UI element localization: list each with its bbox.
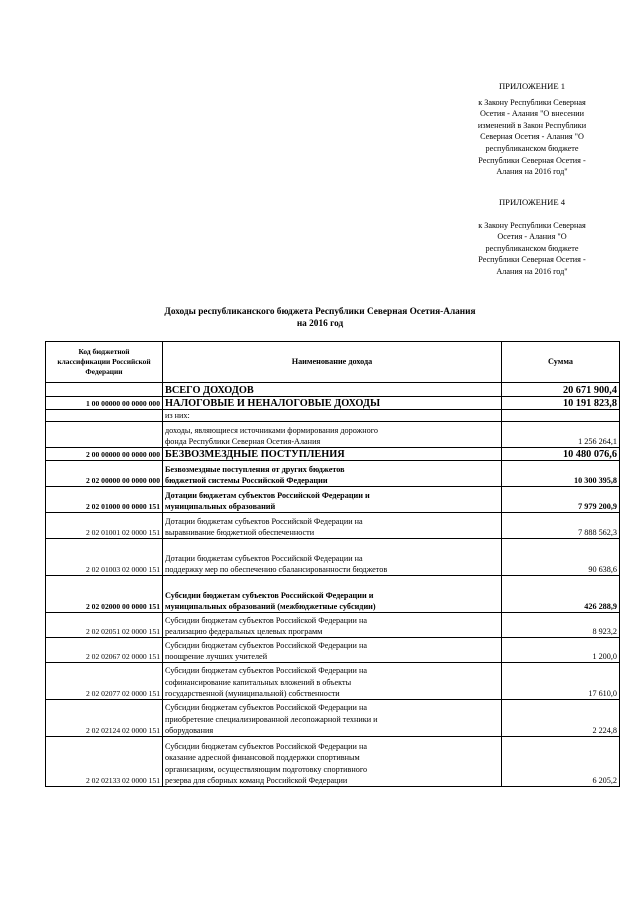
budget-code-cell: 2 02 01001 02 0000 151 — [46, 513, 163, 539]
appendix-1-line: Алания на 2016 год" — [496, 167, 568, 177]
amount-cell: 10 480 076,6 — [502, 448, 620, 461]
budget-code-cell: 2 02 02051 02 0000 151 — [46, 613, 163, 638]
income-name-line: доходы, являющиеся источниками формирования дорожного — [165, 425, 378, 435]
income-name-line: Безвозмездные поступления от других бюджетов — [165, 464, 345, 474]
table-row — [46, 383, 620, 397]
budget-code-cell: 2 02 02077 02 0000 151 — [46, 663, 163, 700]
income-name-line: поощрение лучших учителей — [165, 652, 268, 661]
income-name-cell — [163, 663, 502, 700]
income-name-line: Субсидии бюджетам субъектов Российской Федерации на — [165, 666, 367, 676]
appendix-1-heading: ПРИЛОЖЕНИЕ 1 — [498, 81, 566, 91]
income-name-cell — [163, 461, 502, 487]
income-name-cell — [163, 737, 502, 787]
table-row — [46, 487, 620, 513]
table-row — [46, 663, 620, 700]
budget-code-cell: 2 02 01000 00 0000 151 — [46, 487, 163, 513]
income-name-line: Дотации бюджетам субъектов Российской Федерации на — [165, 516, 363, 526]
income-name-line: выравнивание бюджетной обеспеченности — [165, 528, 315, 537]
income-name-cell — [163, 487, 502, 513]
amount-cell: 10 191 823,8 — [502, 397, 620, 410]
income-name-cell — [163, 513, 502, 539]
income-name-line: Дотации бюджетам субъектов Российской Федерации на — [165, 553, 363, 563]
budget-code-cell — [46, 422, 163, 448]
column-header-code-line: Код бюджетной — [78, 347, 130, 356]
amount-cell: 7 979 200,9 — [502, 487, 620, 513]
table-header-row — [46, 342, 620, 383]
table-row — [46, 513, 620, 539]
appendix-1-line: Северная Осетия - Алания "О — [480, 132, 584, 142]
income-name-cell — [163, 539, 502, 576]
income-name-line: БЕЗВОЗМЕЗДНЫЕ ПОСТУПЛЕНИЯ — [165, 449, 345, 460]
income-name-line: оборудования — [165, 726, 214, 735]
appendix-1-line: к Закону Республики Северная — [478, 97, 586, 107]
income-name-cell — [163, 613, 502, 638]
appendix-1-line: изменений в Закон Республики — [477, 120, 587, 130]
income-name-line: Субсидии бюджетам субъектов Российской Федерации и — [165, 590, 374, 600]
amount-cell: 1 256 264,1 — [502, 422, 620, 448]
budget-code-cell: 2 02 02133 02 0000 151 — [46, 737, 163, 787]
income-name-line: из них: — [165, 411, 190, 420]
appendix-4-line: Алания на 2016 год" — [496, 266, 568, 276]
table-row — [46, 448, 620, 461]
document-title — [0, 306, 640, 330]
income-name-line: бюджетной системы Российской Федерации — [165, 476, 328, 485]
column-header-code-line: классификации Российской — [57, 357, 151, 366]
amount-cell: 426 288,9 — [502, 576, 620, 613]
income-name-cell — [163, 422, 502, 448]
income-name-line: государственной (муниципальной) собственности — [165, 689, 340, 698]
amount-cell: 20 671 900,4 — [502, 383, 620, 397]
appendix-1-line: Осетия - Алания "О внесении — [480, 109, 584, 119]
income-name-line: приобретение специализированной лесопожарной техники и — [165, 714, 378, 724]
table-row — [46, 737, 620, 787]
budget-code-cell: 2 02 02067 02 0000 151 — [46, 638, 163, 663]
amount-cell: 8 923,2 — [502, 613, 620, 638]
budget-code-cell: 2 02 02124 02 0000 151 — [46, 700, 163, 737]
appendix-1-block — [448, 81, 616, 178]
appendix-1-line: Республики Северная Осетия - — [478, 155, 586, 165]
amount-cell: 7 888 562,3 — [502, 513, 620, 539]
amount-cell — [502, 410, 620, 422]
table-row — [46, 410, 620, 422]
budget-code-cell — [46, 383, 163, 397]
income-name-cell — [163, 448, 502, 461]
income-name-cell — [163, 576, 502, 613]
income-name-line: Субсидии бюджетам субъектов Российской Федерации на — [165, 703, 367, 713]
appendix-1-line: республиканском бюджете — [485, 143, 579, 153]
income-name-line: Субсидии бюджетам субъектов Российской Федерации на — [165, 615, 367, 625]
column-header-code — [46, 342, 163, 383]
table-row — [46, 638, 620, 663]
income-name-line: Субсидии бюджетам субъектов Российской Федерации на — [165, 741, 367, 751]
income-name-line: поддержку мер по обеспечению сбалансированности бюджетов — [165, 565, 388, 574]
income-name-line: Дотации бюджетам субъектов Российской Федерации и — [165, 490, 370, 500]
table-row — [46, 576, 620, 613]
income-name-line: муниципальных образований (межбюджетные субсидии) — [165, 602, 376, 611]
budget-code-cell: 1 00 00000 00 0000 000 — [46, 397, 163, 410]
income-name-cell — [163, 383, 502, 397]
income-name-line: Субсидии бюджетам субъектов Российской Федерации на — [165, 640, 367, 650]
column-header-code-line: Федерации — [85, 367, 123, 376]
budget-code-cell: 2 02 00000 00 0000 000 — [46, 461, 163, 487]
budget-code-cell: 2 02 02000 00 0000 151 — [46, 576, 163, 613]
income-name-cell — [163, 397, 502, 410]
amount-cell: 17 610,0 — [502, 663, 620, 700]
appendix-4-line: Республики Северная Осетия - — [478, 255, 586, 265]
income-name-line: муниципальных образований — [165, 502, 276, 511]
appendix-4-block — [448, 197, 616, 278]
table-row — [46, 422, 620, 448]
amount-cell: 90 638,6 — [502, 539, 620, 576]
amount-cell: 10 300 395,8 — [502, 461, 620, 487]
budget-code-cell: 2 00 00000 00 0000 000 — [46, 448, 163, 461]
column-header-name: Наименование дохода — [163, 342, 502, 383]
revenue-table — [45, 341, 620, 787]
amount-cell: 6 205,2 — [502, 737, 620, 787]
budget-code-cell: 2 02 01003 02 0000 151 — [46, 539, 163, 576]
income-name-line: фонда Республики Северная Осетия-Алания — [165, 437, 321, 446]
income-name-line: ВСЕГО ДОХОДОВ — [165, 384, 254, 396]
appendix-4-heading: ПРИЛОЖЕНИЕ 4 — [498, 197, 566, 207]
income-name-line: оказание адресной финансовой поддержки спортивным — [165, 753, 360, 763]
revenue-table-body — [46, 383, 620, 787]
income-name-line: резерва для сборных команд Российской Федерации — [165, 776, 348, 785]
appendix-4-line: республиканском бюджете — [485, 243, 579, 253]
appendix-4-line: Осетия - Алания "О — [497, 232, 567, 242]
table-row — [46, 397, 620, 410]
document-title-line-1: Доходы республиканского бюджета Республики Северная Осетия-Алания — [164, 307, 476, 317]
appendix-4-line: к Закону Республики Северная — [478, 220, 586, 230]
income-name-line: реализацию федеральных целевых программ — [165, 627, 323, 636]
table-row — [46, 700, 620, 737]
income-name-cell — [163, 700, 502, 737]
amount-cell: 2 224,8 — [502, 700, 620, 737]
budget-code-cell — [46, 410, 163, 422]
table-row — [46, 461, 620, 487]
amount-cell: 1 200,0 — [502, 638, 620, 663]
income-name-cell — [163, 410, 502, 422]
column-header-sum: Сумма — [502, 342, 620, 383]
table-row — [46, 539, 620, 576]
table-row — [46, 613, 620, 638]
income-name-cell — [163, 638, 502, 663]
document-title-line-2: на 2016 год — [296, 319, 344, 329]
income-name-line: НАЛОГОВЫЕ И НЕНАЛОГОВЫЕ ДОХОДЫ — [165, 397, 381, 409]
income-name-line: организациям, осуществляющим подготовку спортивного — [165, 764, 368, 774]
income-name-line: софинансирование капитальных вложений в объекты — [165, 677, 352, 687]
